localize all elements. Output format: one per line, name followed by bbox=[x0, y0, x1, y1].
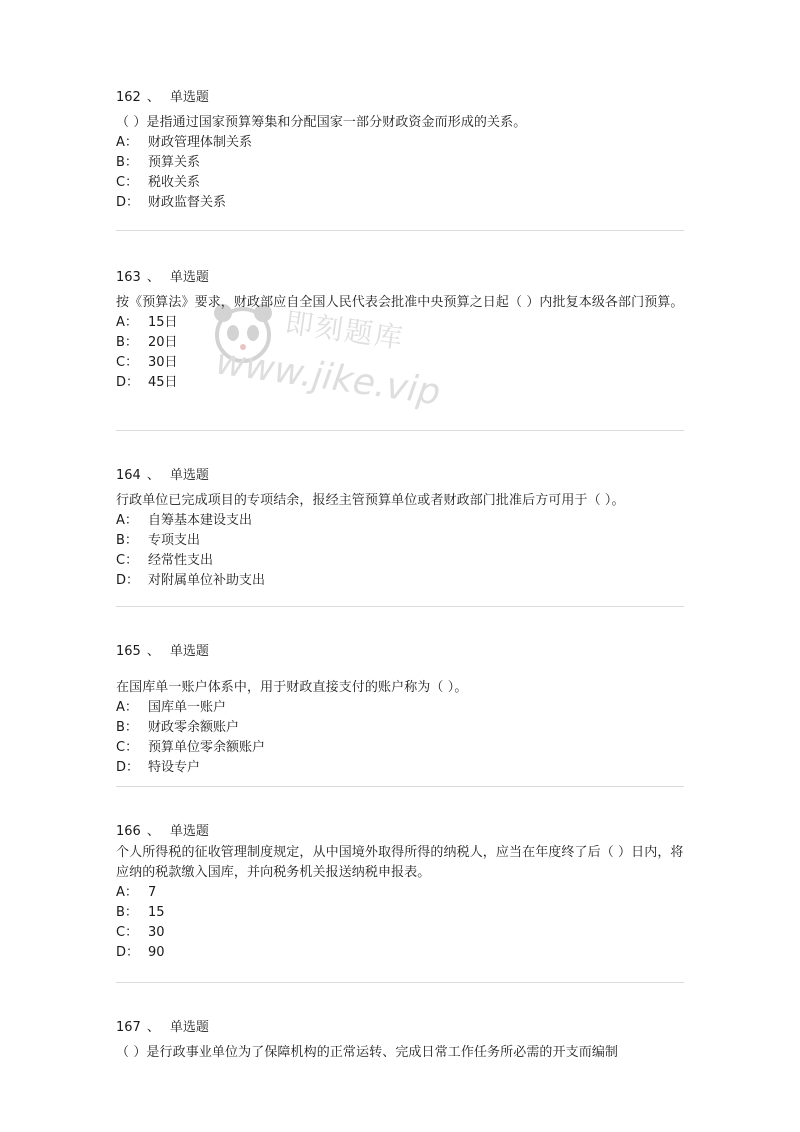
option-text: 特设专户 bbox=[148, 760, 201, 775]
question-type: 单选题 bbox=[169, 468, 209, 483]
option-a bbox=[116, 313, 686, 333]
question-stem: 按《预算法》要求，财政部应自全国人民代表会批准中央预算之日起（ ）内批复本级各部门预算。 bbox=[116, 295, 684, 310]
question-164 bbox=[116, 466, 686, 591]
option-letter: A： bbox=[116, 135, 138, 150]
option-text: 税收关系 bbox=[148, 175, 201, 190]
option-letter: B： bbox=[116, 905, 138, 920]
question-number: 165 bbox=[116, 644, 141, 659]
question-header bbox=[116, 822, 686, 842]
option-text: 财政管理体制关系 bbox=[148, 135, 253, 150]
option-letter: B： bbox=[116, 720, 138, 735]
option-b bbox=[116, 718, 686, 738]
option-letter: C： bbox=[116, 740, 139, 755]
question-166 bbox=[116, 822, 686, 963]
option-text: 15 bbox=[148, 905, 165, 920]
question-separator: 、 bbox=[146, 90, 160, 105]
option-text: 30 bbox=[148, 925, 165, 940]
question-header bbox=[116, 268, 686, 288]
option-text: 自筹基本建设支出 bbox=[148, 513, 253, 528]
question-header bbox=[116, 1018, 686, 1038]
option-text: 45日 bbox=[148, 375, 178, 390]
option-letter: D： bbox=[116, 760, 140, 775]
question-number: 164 bbox=[116, 468, 141, 483]
option-text: 30日 bbox=[148, 355, 178, 370]
option-letter: B： bbox=[116, 533, 138, 548]
option-text: 财政监督关系 bbox=[148, 195, 227, 210]
divider bbox=[116, 982, 684, 983]
question-type: 单选题 bbox=[169, 1020, 209, 1035]
question-number: 166 bbox=[116, 824, 141, 839]
question-stem: （ ）是指通过国家预算筹集和分配国家一部分财政资金而形成的关系。 bbox=[116, 115, 527, 130]
question-separator: 、 bbox=[146, 824, 160, 839]
option-text: 7 bbox=[148, 885, 157, 900]
question-167 bbox=[116, 1018, 686, 1063]
question-type: 单选题 bbox=[169, 824, 209, 839]
option-letter: B： bbox=[116, 335, 138, 350]
option-b bbox=[116, 333, 686, 353]
option-d bbox=[116, 758, 686, 778]
question-separator: 、 bbox=[146, 1020, 160, 1035]
option-text: 90 bbox=[148, 945, 165, 960]
question-stem: 在国库单一账户体系中，用于财政直接支付的账户称为（ ）。 bbox=[116, 680, 468, 695]
option-letter: D： bbox=[116, 573, 140, 588]
question-stem: 个人所得税的征收管理制度规定，从中国境外取得所得的纳税人，应当在年度终了后（ ）日内，将应纳的税款缴入国库，并向税务机关报送纳税申报表。 bbox=[116, 845, 684, 880]
option-text: 国库单一账户 bbox=[148, 700, 227, 715]
divider bbox=[116, 606, 684, 607]
question-stem: （ ）是行政事业单位为了保障机构的正常运转、完成日常工作任务所必需的开支而编制 bbox=[116, 1045, 619, 1060]
option-b bbox=[116, 153, 686, 173]
question-header bbox=[116, 642, 686, 662]
option-letter: C： bbox=[116, 355, 139, 370]
option-text: 15日 bbox=[148, 315, 178, 330]
question-separator: 、 bbox=[146, 644, 160, 659]
option-c bbox=[116, 551, 686, 571]
option-letter: D： bbox=[116, 945, 140, 960]
watermark-url: www.jike.vip bbox=[213, 341, 443, 414]
option-a bbox=[116, 698, 686, 718]
question-162 bbox=[116, 88, 686, 213]
option-b bbox=[116, 531, 686, 551]
option-letter: D： bbox=[116, 375, 140, 390]
option-text: 预算单位零余额账户 bbox=[148, 740, 266, 755]
divider bbox=[116, 430, 684, 431]
option-letter: D： bbox=[116, 195, 140, 210]
option-c bbox=[116, 173, 686, 193]
option-text: 专项支出 bbox=[148, 533, 201, 548]
question-type: 单选题 bbox=[169, 90, 209, 105]
option-a bbox=[116, 883, 686, 903]
question-163 bbox=[116, 268, 686, 393]
question-type: 单选题 bbox=[169, 644, 209, 659]
divider bbox=[116, 230, 684, 231]
option-text: 预算关系 bbox=[148, 155, 201, 170]
option-c bbox=[116, 353, 686, 373]
option-d bbox=[116, 571, 686, 591]
option-text: 对附属单位补助支出 bbox=[148, 573, 266, 588]
option-letter: C： bbox=[116, 925, 139, 940]
option-c bbox=[116, 923, 686, 943]
question-number: 167 bbox=[116, 1020, 141, 1035]
option-letter: A： bbox=[116, 315, 138, 330]
option-c bbox=[116, 738, 686, 758]
question-separator: 、 bbox=[146, 270, 160, 285]
option-letter: C： bbox=[116, 553, 139, 568]
option-b bbox=[116, 903, 686, 923]
option-d bbox=[116, 193, 686, 213]
option-d bbox=[116, 943, 686, 963]
option-letter: C： bbox=[116, 175, 139, 190]
option-letter: A： bbox=[116, 885, 138, 900]
option-letter: A： bbox=[116, 513, 138, 528]
watermark-brand: 即刻题库 bbox=[283, 305, 407, 356]
question-type: 单选题 bbox=[169, 270, 209, 285]
question-separator: 、 bbox=[146, 468, 160, 483]
question-number: 163 bbox=[116, 270, 141, 285]
option-letter: B： bbox=[116, 155, 138, 170]
option-a bbox=[116, 511, 686, 531]
question-header bbox=[116, 466, 686, 486]
option-text: 20日 bbox=[148, 335, 178, 350]
option-d bbox=[116, 373, 686, 393]
option-text: 财政零余额账户 bbox=[148, 720, 240, 735]
option-letter: A： bbox=[116, 700, 138, 715]
question-number: 162 bbox=[116, 90, 141, 105]
option-text: 经常性支出 bbox=[148, 553, 214, 568]
question-stem: 行政单位已完成项目的专项结余，报经主管预算单位或者财政部门批准后方可用于（ ）。 bbox=[116, 493, 625, 508]
option-a bbox=[116, 133, 686, 153]
question-header bbox=[116, 88, 686, 108]
question-165 bbox=[116, 642, 686, 778]
divider bbox=[116, 786, 684, 787]
